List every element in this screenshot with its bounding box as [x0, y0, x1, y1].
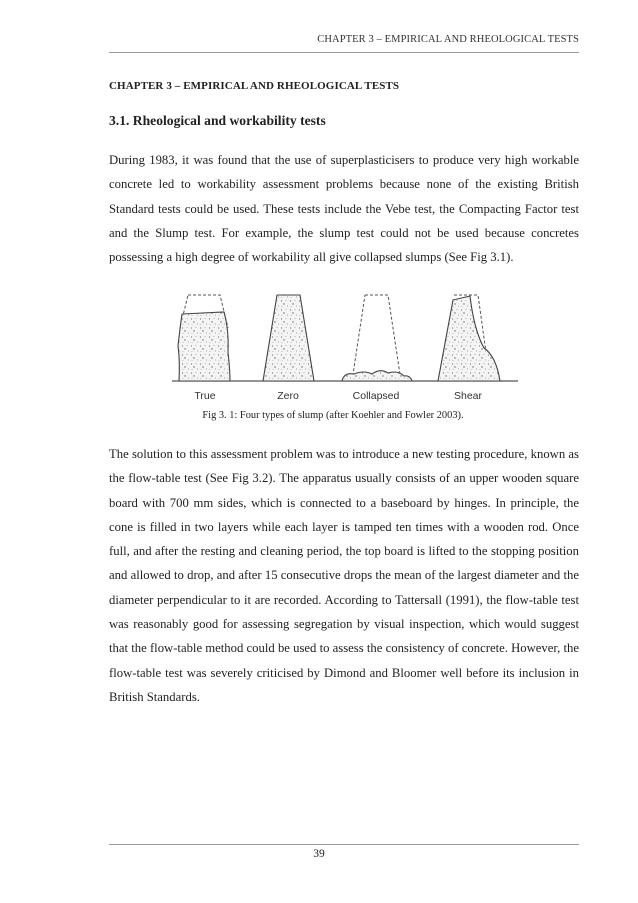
- figure-label-zero: Zero: [277, 390, 299, 402]
- figure-caption: Fig 3. 1: Four types of slump (after Koehler and Fowler 2003).: [202, 410, 464, 421]
- slump-zero-shape: [263, 295, 314, 381]
- slump-figure: [172, 290, 518, 390]
- slump-figure-labels: [172, 385, 518, 405]
- slump-collapsed-shape: [342, 295, 412, 381]
- figure-label-collapsed: Collapsed: [352, 390, 400, 402]
- chapter-title: CHAPTER 3 – EMPIRICAL AND RHEOLOGICAL TESTS: [109, 80, 400, 92]
- footer-rule: [109, 844, 579, 845]
- page-number: 39: [313, 848, 325, 860]
- running-header: CHAPTER 3 – EMPIRICAL AND RHEOLOGICAL TESTS: [317, 34, 579, 45]
- header-rule: [109, 52, 579, 53]
- paragraph-intro: During 1983, it was found that the use of superplasticisers to produce very high workable concrete led to workability assessment problems because none of the existing British Standard tests could be used. These tests include the Vebe test, the Compacting Factor test and the Slump test. For example, the slump test could not be used because concretes possessing a high degree of workability all give collapsed slumps (See Fig 3.1).: [109, 153, 579, 265]
- paragraph-flow-table: The solution to this assessment problem was to introduce a new testing procedure, known as the flow-table test (See Fig 3.2). The apparatus usually consists of an upper wooden square board with 700 mm sides, which is connected to a baseboard by hinges. In principle, the cone is filled in two layers while each layer is tamped ten times with a wooden rod. Once full, and after the resting and cleaning period, the top board is lifted to the stopping position and allowed to drop, and after 15 consecutive drops the mean of the largest diameter and the diameter perpendicular to it are recorded. According to Tattersall (1991), the flow-table test was reasonably good for assessing segregation by visual inspection, which would suggest that the flow-table method could be used to assess the consistency of concrete. However, the flow-table test was severely criticised by Dimond and Bloomer well before its inclusion in British Standards.: [109, 447, 579, 704]
- slump-shear-shape: [438, 295, 500, 381]
- figure-label-shear: Shear: [453, 390, 483, 402]
- section-title: 3.1. Rheological and workability tests: [109, 113, 326, 128]
- slump-true-shape: [178, 295, 230, 381]
- figure-label-true: True: [194, 390, 216, 402]
